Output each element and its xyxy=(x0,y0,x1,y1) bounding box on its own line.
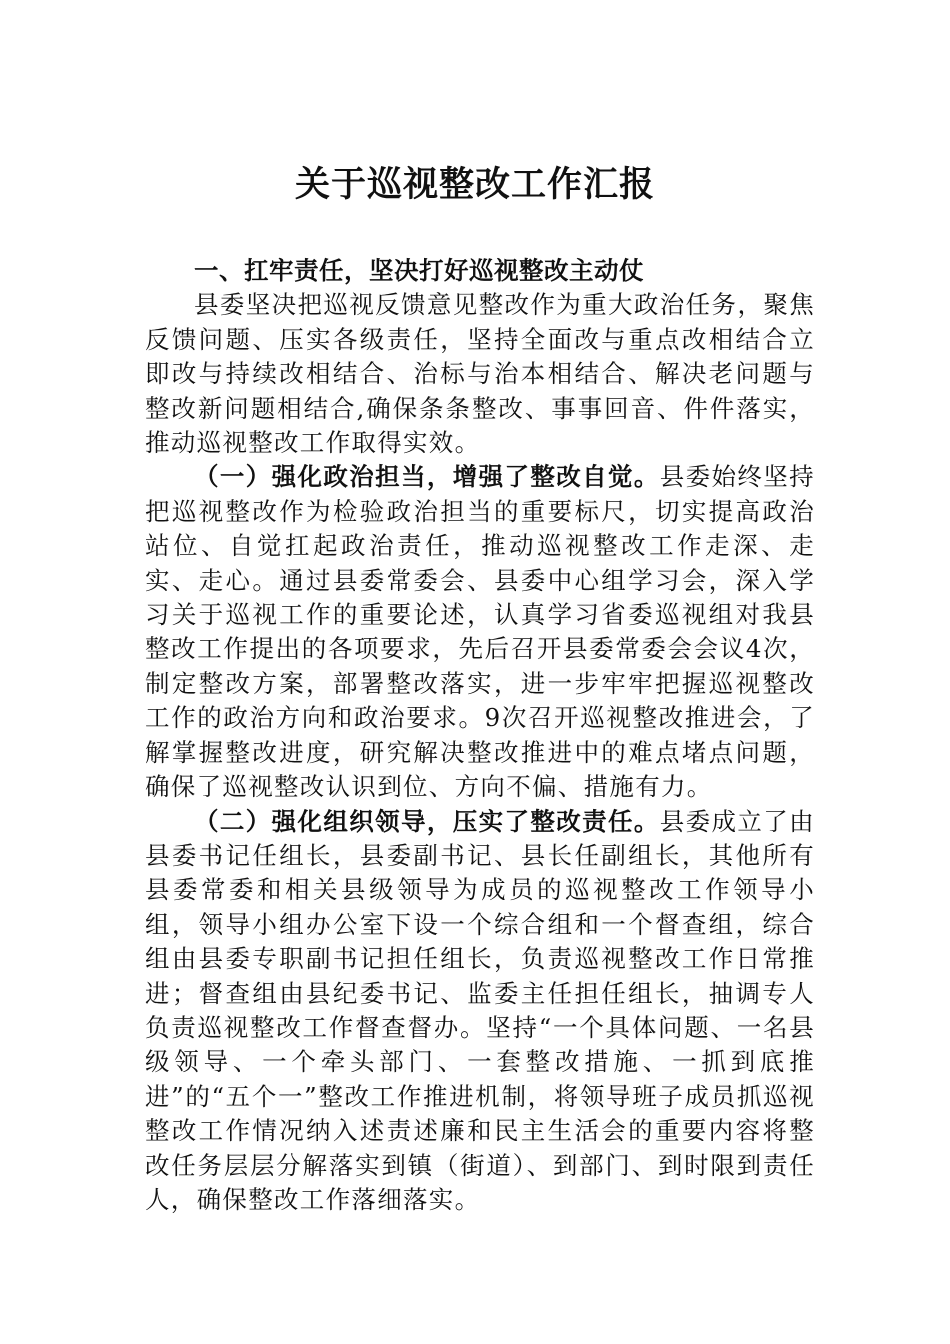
item-2-lead: （二）强化组织领导，压实了整改责任。 xyxy=(194,806,660,836)
item-1-lead: （一）强化政治担当，增强了整改自觉。 xyxy=(194,462,660,492)
document-title: 关于巡视整改工作汇报 xyxy=(294,164,655,205)
item-1-text: 县委始终坚持把巡视整改作为检验政治担当的重要标尺，切实提高政治站位、自觉扛起政治责任，推动巡视整改工作走深、走实、走心。通过县委常委会、县委中心组学习会，深入学习关于巡视工作的重要论述，认真学习省委巡视组对我县整改工作提出的各项要求，先后召开县委常委会会议4次，制定整改方案，部署整改落实，进一步牢牢把握巡视整改工作的政治方向和政治要求。9次召开巡视整改推进会，了解掌握整改进度，研究解决整改推进中的难点堵点问题，确保了巡视整改认识到位、方向不偏、措施有力。 xyxy=(145,462,815,802)
paragraph-item-1 xyxy=(145,460,815,804)
section-heading: 一、扛牢责任，坚决打好巡视整改主动仗 xyxy=(194,256,644,285)
paragraph-item-2 xyxy=(145,805,815,1218)
document-body xyxy=(145,254,815,1217)
item-2-text: 县委成立了由县委书记任组长，县委副书记、县长任副组长，其他所有县委常委和相关县级领导为成员的巡视整改工作领导小组，领导小组办公室下设一个综合组和一个督查组，综合组由县委专职副书记担任组长，负责巡视整改工作日常推进；督查组由县纪委书记、监委主任担任组长，抽调专人负责巡视整改工作督查督办。坚持“一个具体问题、一名县级领导、一个牵头部门、一套整改措施、一抓到底推进”的“五个一”整改工作推进机制，将领导班子成员抓巡视整改工作情况纳入述责述廉和民主生活会的重要内容将整改任务层层分解落实到镇（街道）、到部门、到时限到责任人，确保整改工作落细落实。 xyxy=(145,806,815,1214)
intro-paragraph: 县委坚决把巡视反馈意见整改作为重大政治任务，聚焦反馈问题、压实各级责任，坚持全面改与重点改相结合立即改与持续改相结合、治标与治本相结合、解决老问题与整改新问题相结合,确保条条整改、事事回音、件件落实，推动巡视整改工作取得实效。 xyxy=(145,290,815,458)
